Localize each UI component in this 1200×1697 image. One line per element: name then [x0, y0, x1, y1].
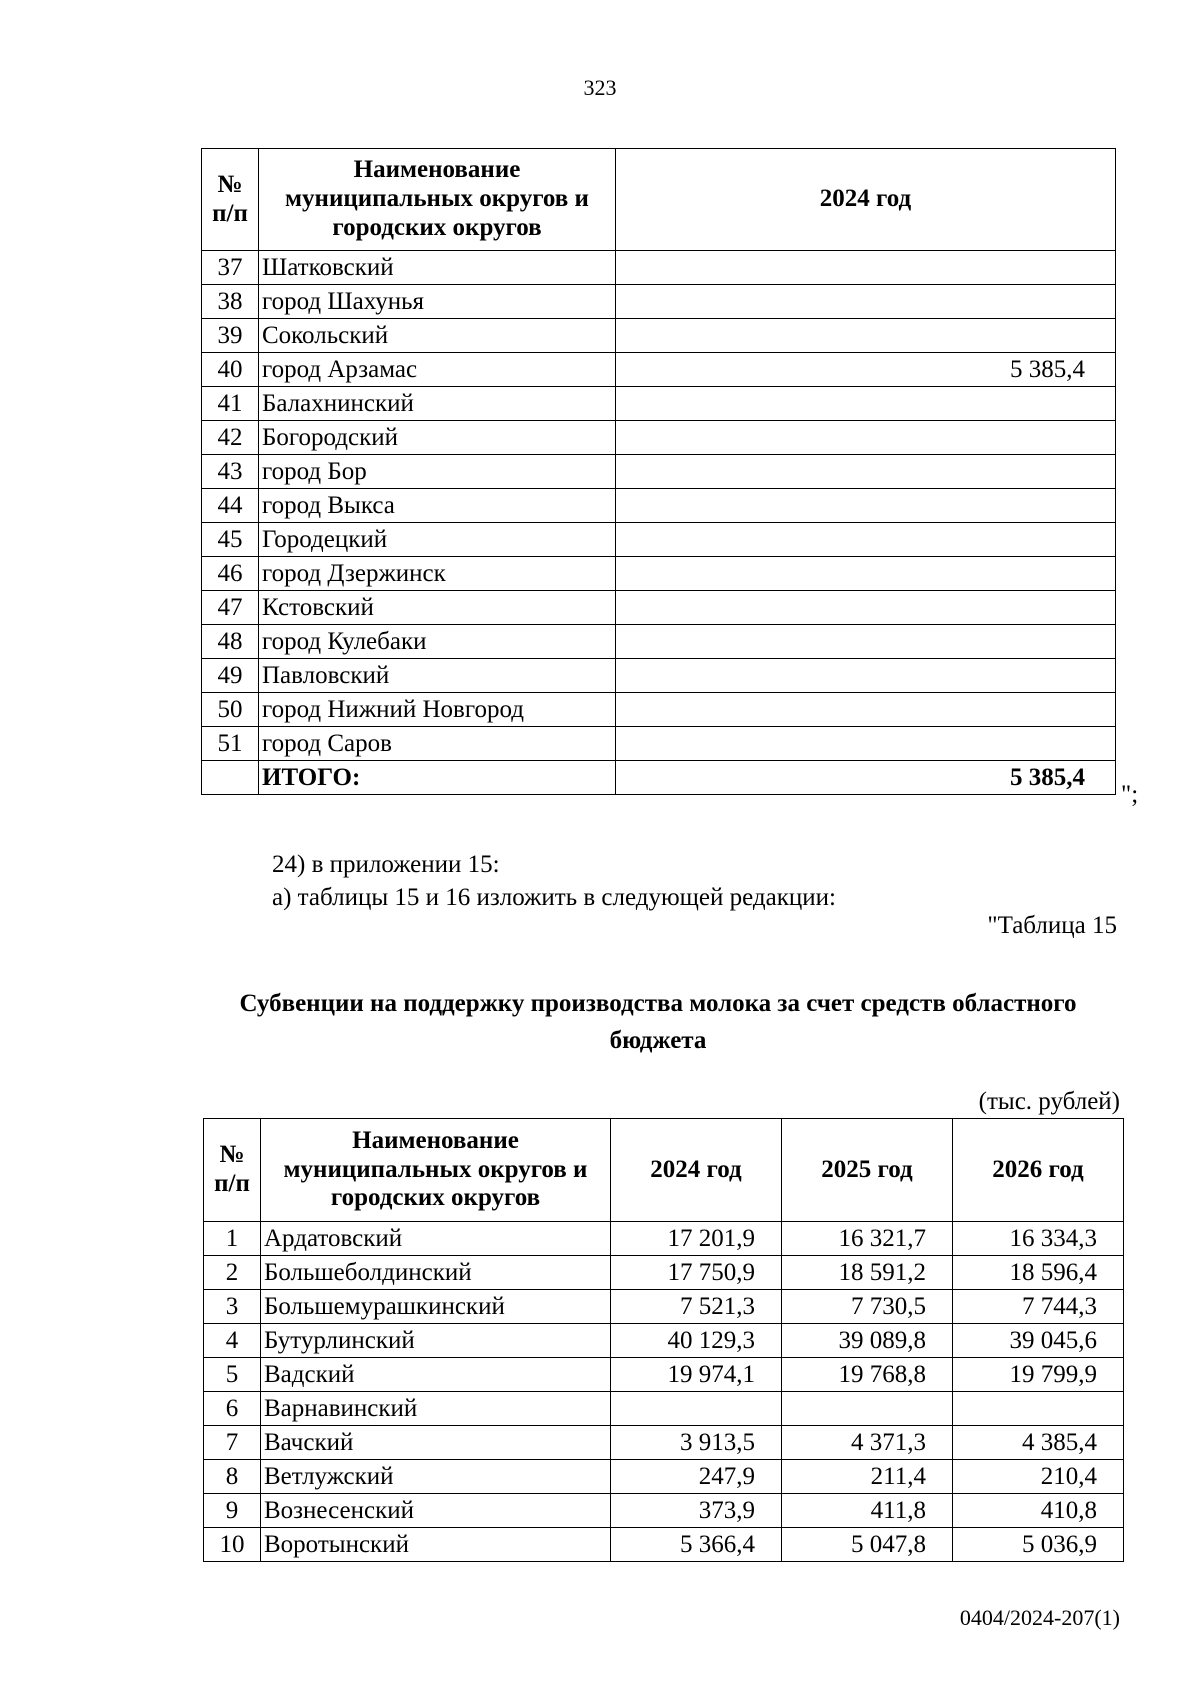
table-row	[204, 1222, 1124, 1256]
row-number: 9	[204, 1494, 261, 1528]
value-2024: 40 129,3	[611, 1324, 782, 1358]
value-2024: 7 521,3	[611, 1290, 782, 1324]
table1-body	[202, 251, 1116, 795]
page-number: 323	[583, 75, 617, 100]
value-2025: 39 089,8	[782, 1324, 953, 1358]
paragraph-subitem-a: а) таблицы 15 и 16 изложить в следующей редакции:	[272, 884, 836, 911]
row-number: 6	[204, 1392, 261, 1426]
table-row	[204, 1528, 1124, 1562]
value-2024: 373,9	[611, 1494, 782, 1528]
district-name: город Выкса	[259, 489, 616, 523]
header-2024: 2024 год	[611, 1119, 782, 1222]
table2-header-row	[204, 1119, 1124, 1222]
row-number: 8	[204, 1460, 261, 1494]
row-number: 2	[204, 1256, 261, 1290]
row-number: 3	[204, 1290, 261, 1324]
district-name: город Дзержинск	[259, 557, 616, 591]
district-name: город Нижний Новгород	[259, 693, 616, 727]
table-row	[204, 1426, 1124, 1460]
row-number: 50	[202, 693, 259, 727]
row-number: 4	[204, 1324, 261, 1358]
row-number: 43	[202, 455, 259, 489]
district-name: Вадский	[261, 1358, 611, 1392]
value-2025: 211,4	[782, 1460, 953, 1494]
value-2026: 410,8	[953, 1494, 1124, 1528]
value-2024	[616, 251, 1116, 285]
table-row	[202, 659, 1116, 693]
value-2024: 5 366,4	[611, 1528, 782, 1562]
table-row	[202, 489, 1116, 523]
total-number	[202, 761, 259, 795]
district-name: город Саров	[259, 727, 616, 761]
table-row	[204, 1256, 1124, 1290]
row-number: 49	[202, 659, 259, 693]
district-name: Городецкий	[259, 523, 616, 557]
row-number: 1	[204, 1222, 261, 1256]
table-row	[202, 591, 1116, 625]
district-name: город Арзамас	[259, 353, 616, 387]
district-name: Кстовский	[259, 591, 616, 625]
value-2024	[616, 489, 1116, 523]
district-name: город Бор	[259, 455, 616, 489]
value-2025: 16 321,7	[782, 1222, 953, 1256]
table2-body	[204, 1222, 1124, 1562]
table-row	[202, 727, 1116, 761]
value-2024: 17 750,9	[611, 1256, 782, 1290]
district-name: Шатковский	[259, 251, 616, 285]
table-row	[202, 353, 1116, 387]
value-2024: 5 385,4	[616, 353, 1116, 387]
value-2026: 19 799,9	[953, 1358, 1124, 1392]
header-2026: 2026 год	[953, 1119, 1124, 1222]
units-label: (тыс. рублей)	[978, 1088, 1120, 1115]
milk-subsidy-table	[203, 1118, 1124, 1562]
table-row	[202, 455, 1116, 489]
paragraph-item-24: 24) в приложении 15:	[272, 851, 500, 878]
row-number: 42	[202, 421, 259, 455]
value-2025: 7 730,5	[782, 1290, 953, 1324]
row-number: 45	[202, 523, 259, 557]
row-number: 51	[202, 727, 259, 761]
value-2025: 18 591,2	[782, 1256, 953, 1290]
value-2026: 4 385,4	[953, 1426, 1124, 1460]
table-title: Субвенции на поддержку производства молока за счет средств областного бюджета	[239, 990, 1077, 1054]
row-number: 39	[202, 319, 259, 353]
district-name: Варнавинский	[261, 1392, 611, 1426]
row-number: 37	[202, 251, 259, 285]
value-2024	[616, 557, 1116, 591]
district-name: Богородский	[259, 421, 616, 455]
row-number: 44	[202, 489, 259, 523]
district-name: Ардатовский	[261, 1222, 611, 1256]
document-code: 0404/2024-207(1)	[959, 1605, 1120, 1630]
row-number: 5	[204, 1358, 261, 1392]
value-2026: 39 045,6	[953, 1324, 1124, 1358]
district-name: город Кулебаки	[259, 625, 616, 659]
table1-header-row	[202, 149, 1116, 251]
district-name: Вознесенский	[261, 1494, 611, 1528]
value-2024	[616, 693, 1116, 727]
table-row	[202, 251, 1116, 285]
value-2024	[611, 1392, 782, 1426]
value-2024	[616, 387, 1116, 421]
table-row	[204, 1494, 1124, 1528]
table-row	[204, 1460, 1124, 1494]
value-2026: 5 036,9	[953, 1528, 1124, 1562]
header-2024: 2024 год	[616, 149, 1116, 251]
table-row	[202, 387, 1116, 421]
table-row	[202, 421, 1116, 455]
total-2024: 5 385,4	[616, 761, 1116, 795]
total-row	[202, 761, 1116, 795]
value-2026	[953, 1392, 1124, 1426]
table-row	[202, 693, 1116, 727]
value-2024	[616, 727, 1116, 761]
value-2024	[616, 421, 1116, 455]
row-number: 10	[204, 1528, 261, 1562]
table-row	[202, 285, 1116, 319]
value-2024	[616, 625, 1116, 659]
header-name: Наименование муниципальных округов и городских округов	[261, 1119, 611, 1222]
header-name: Наименование муниципальных округов и городских округов	[259, 149, 616, 251]
value-2025: 411,8	[782, 1494, 953, 1528]
table-row	[202, 523, 1116, 557]
district-name: Сокольский	[259, 319, 616, 353]
row-number: 48	[202, 625, 259, 659]
value-2024	[616, 659, 1116, 693]
table-row	[202, 557, 1116, 591]
district-name: Вачский	[261, 1426, 611, 1460]
district-name: Ветлужский	[261, 1460, 611, 1494]
district-name: Бутурлинский	[261, 1324, 611, 1358]
value-2026: 18 596,4	[953, 1256, 1124, 1290]
value-2025	[782, 1392, 953, 1426]
row-number: 7	[204, 1426, 261, 1460]
row-number: 46	[202, 557, 259, 591]
value-2026: 210,4	[953, 1460, 1124, 1494]
row-number: 41	[202, 387, 259, 421]
value-2024	[616, 591, 1116, 625]
value-2024	[616, 523, 1116, 557]
value-2024: 19 974,1	[611, 1358, 782, 1392]
row-number: 47	[202, 591, 259, 625]
table-row	[202, 625, 1116, 659]
total-label: ИТОГО:	[259, 761, 616, 795]
district-name: Павловский	[259, 659, 616, 693]
table-row	[202, 319, 1116, 353]
value-2024	[616, 455, 1116, 489]
header-number: № п/п	[202, 149, 259, 251]
table-row	[204, 1392, 1124, 1426]
value-2024	[616, 285, 1116, 319]
subsidy-table-continued	[201, 148, 1116, 795]
closing-quote: ";	[1121, 781, 1139, 808]
value-2024: 17 201,9	[611, 1222, 782, 1256]
value-2026: 16 334,3	[953, 1222, 1124, 1256]
district-name: город Шахунья	[259, 285, 616, 319]
table-caption: "Таблица 15	[987, 912, 1117, 939]
table-row	[204, 1358, 1124, 1392]
district-name: Балахнинский	[259, 387, 616, 421]
table-row	[204, 1324, 1124, 1358]
value-2025: 4 371,3	[782, 1426, 953, 1460]
value-2024: 3 913,5	[611, 1426, 782, 1460]
value-2025: 5 047,8	[782, 1528, 953, 1562]
row-number: 40	[202, 353, 259, 387]
value-2024: 247,9	[611, 1460, 782, 1494]
district-name: Воротынский	[261, 1528, 611, 1562]
table-row	[204, 1290, 1124, 1324]
value-2024	[616, 319, 1116, 353]
header-number: № п/п	[204, 1119, 261, 1222]
value-2025: 19 768,8	[782, 1358, 953, 1392]
district-name: Большемурашкинский	[261, 1290, 611, 1324]
district-name: Большеболдинский	[261, 1256, 611, 1290]
value-2026: 7 744,3	[953, 1290, 1124, 1324]
header-2025: 2025 год	[782, 1119, 953, 1222]
row-number: 38	[202, 285, 259, 319]
